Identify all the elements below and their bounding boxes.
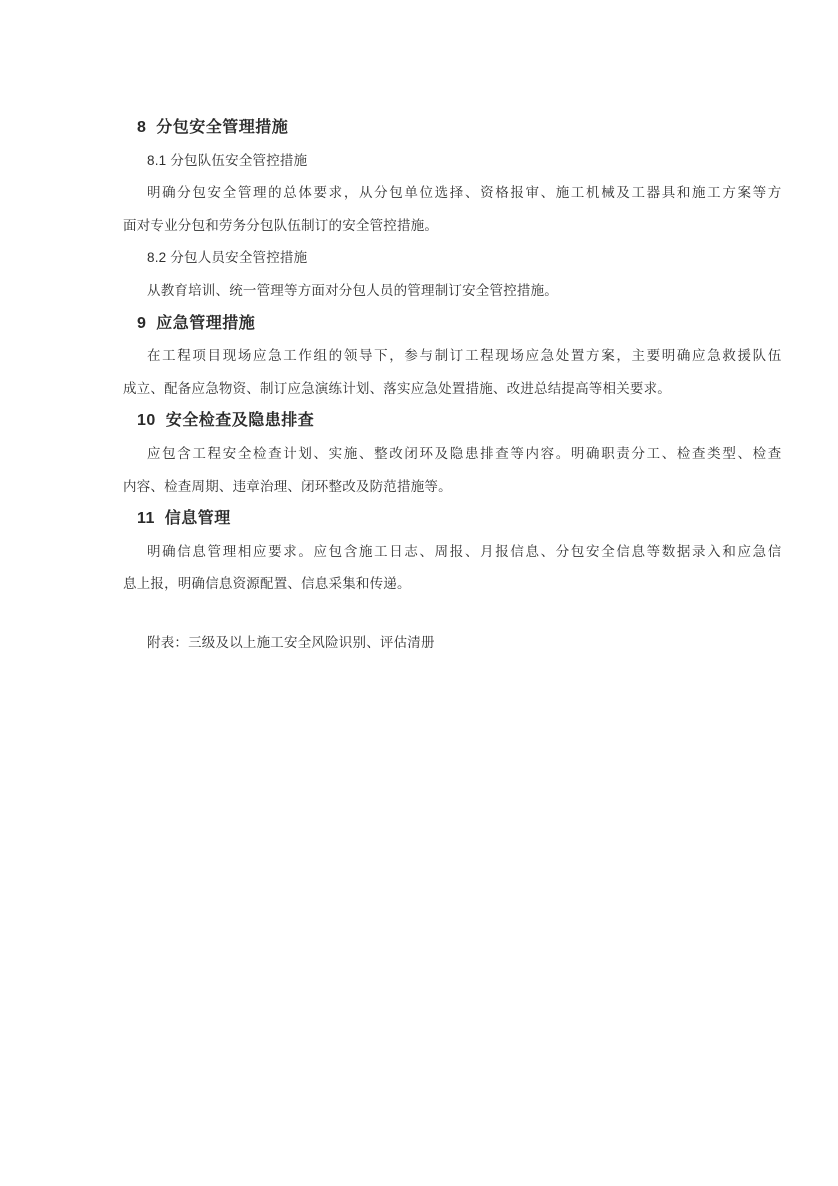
heading-subsection-8-1: 8.1 分包队伍安全管控措施 <box>147 152 308 168</box>
para-8-1-line-2: 面对专业分包和劳务分包队伍制订的安全管控措施。 <box>123 217 439 233</box>
para-10-line-1: 应包含工程安全检查计划、实施、整改闭环及隐患排查等内容。明确职责分工、检查类型、检查 <box>147 445 783 461</box>
para-9-line-2: 成立、配备应急物资、制订应急演练计划、落实应急处置措施、改进总结提高等相关要求。 <box>123 380 671 396</box>
para-8-1-line-1: 明确分包安全管理的总体要求，从分包单位选择、资格报审、施工机械及工器具和施工方案等方 <box>147 185 783 201</box>
heading-subsection-8-2: 8.2 分包人员安全管控措施 <box>147 250 308 266</box>
para-11-line-1: 明确信息管理相应要求。应包含施工日志、周报、月报信息、分包安全信息等数据录入和应急信 <box>147 543 783 559</box>
para-8-2-line-1: 从教育培训、统一管理等方面对分包人员的管理制订安全管控措施。 <box>147 282 558 298</box>
heading-section-10: 10 安全检查及隐患排查 <box>137 412 315 430</box>
heading-section-8: 8 分包安全管理措施 <box>137 119 289 136</box>
document-body <box>123 112 783 660</box>
para-11-line-2: 息上报，明确信息资源配置、信息采集和传递。 <box>123 576 411 592</box>
appendix-note: 附表：三级及以上施工安全风险识别、评估清册 <box>147 634 435 650</box>
para-10-line-2: 内容、检查周期、违章治理、闭环整改及防范措施等。 <box>123 478 452 494</box>
heading-section-9: 9 应急管理措施 <box>137 314 256 332</box>
para-9-line-1: 在工程项目现场应急工作组的领导下，参与制订工程现场应急处置方案，主要明确应急救援队伍 <box>147 348 783 364</box>
heading-section-11: 11 信息管理 <box>137 510 231 528</box>
